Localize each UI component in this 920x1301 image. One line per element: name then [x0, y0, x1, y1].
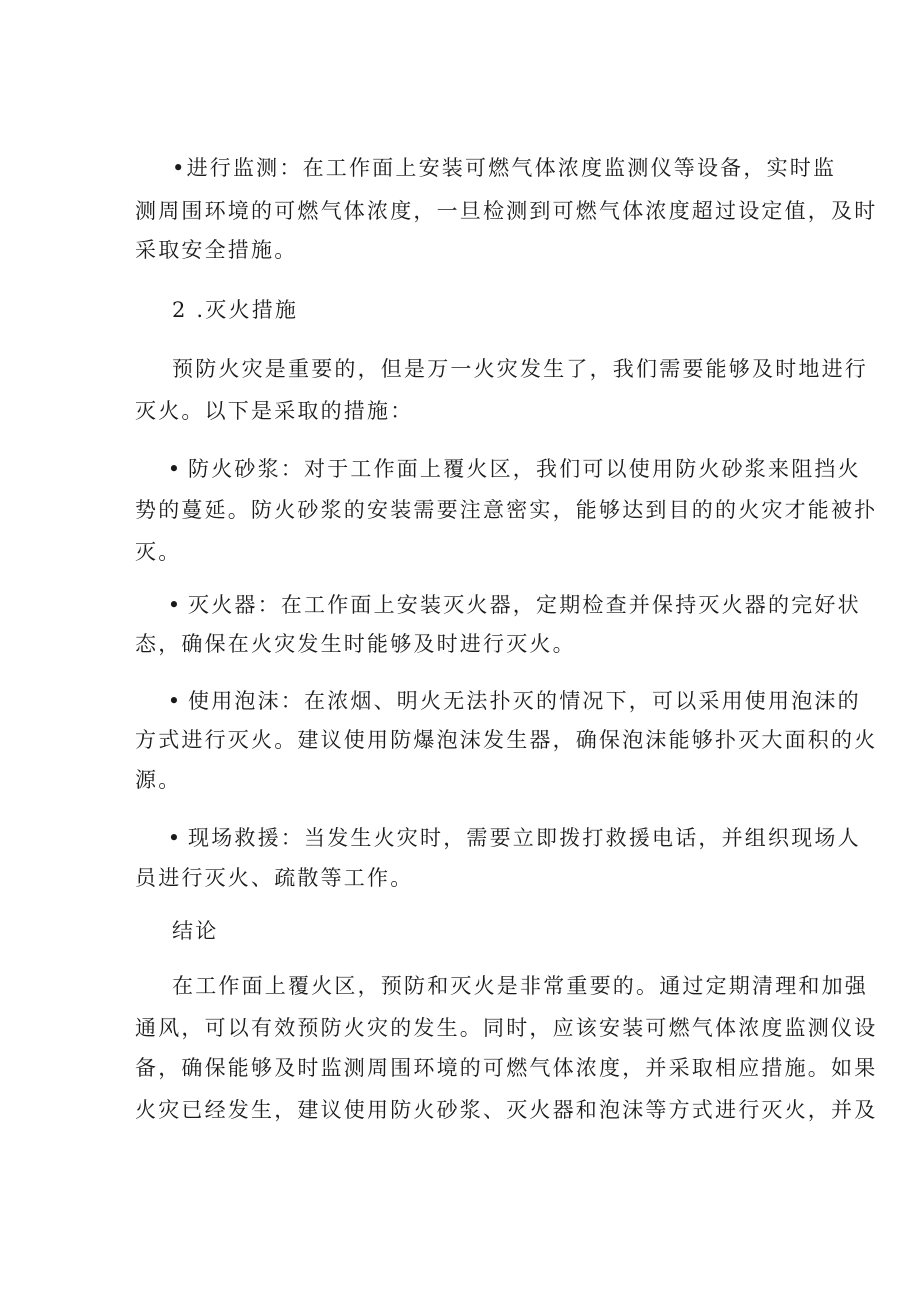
bullet-text: 现场救援：当发生火灾时，需要立即拨打救援电话，并组织现场人: [188, 826, 861, 850]
monitoring-bullet-line-1: •进行监测：在工作面上安装可燃气体浓度监测仪等设备，实时监: [172, 156, 837, 180]
conclusion-line-4: 火灾已经发生，建议使用防火砂浆、灭火器和泡沫等方式进行灭火，并及: [135, 1098, 878, 1122]
conclusion-line-2: 通风，可以有效预防火灾的发生。同时，应该安装可燃气体浓度监测仪设: [135, 1016, 878, 1040]
bullet-fireproof-mortar-line-2: 势的蔓延。防火砂浆的安装需要注意密实，能够达到目的的火灾才能被扑: [135, 498, 878, 522]
conclusion-line-3: 备，确保能够及时监测周围环境的可燃气体浓度，并采取相应措施。如果: [135, 1056, 878, 1080]
bullet-text: 使用泡沫：在浓烟、明火无法扑灭的情况下，可以采用使用泡沫的: [188, 689, 861, 713]
bullet-text: 灭火器：在工作面上安装灭火器，定期检查并保持灭火器的完好状: [188, 593, 861, 617]
bullet-foam-line-3: 源。: [135, 768, 182, 792]
monitoring-bullet-line-3: 采取安全措施。: [135, 238, 298, 262]
conclusion-line-1: 在工作面上覆火区，预防和灭火是非常重要的。通过定期清理和加强: [172, 974, 868, 998]
bullet-rescue-line-1: [162, 824, 861, 852]
conclusion-heading: 结论: [172, 919, 219, 943]
bullet-dot: •: [167, 457, 183, 481]
section-heading: 2 .灭火措施: [172, 298, 299, 322]
bullet-extinguisher-line-2: 态，确保在火灾发生时能够及时进行灭火。: [135, 632, 576, 656]
bullet-foam-line-2: 方式进行灭火。建议使用防爆泡沫发生器，确保泡沫能够扑灭大面积的火: [135, 728, 878, 752]
bullet-dot: •: [167, 826, 183, 850]
intro-paragraph-line-2: 灭火。以下是采取的措施：: [135, 399, 414, 423]
bullet-fireproof-mortar-line-3: 灭。: [135, 540, 182, 564]
bullet-fireproof-mortar-line-1: [162, 455, 861, 483]
monitoring-bullet-line-2: 测周围环境的可燃气体浓度，一旦检测到可燃气体浓度超过设定值，及时: [135, 199, 878, 223]
bullet-extinguisher-line-1: [162, 591, 861, 619]
intro-paragraph-line-1: 预防火灾是重要的，但是万一火灾发生了，我们需要能够及时地进行: [172, 357, 868, 381]
bullet-text: 防火砂浆：对于工作面上覆火区，我们可以使用防火砂浆来阻挡火: [188, 457, 861, 481]
bullet-foam-line-1: [162, 687, 861, 715]
bullet-dot: •: [167, 593, 183, 617]
bullet-dot: •: [167, 689, 183, 713]
bullet-rescue-line-2: 员进行灭火、疏散等工作。: [135, 866, 414, 890]
